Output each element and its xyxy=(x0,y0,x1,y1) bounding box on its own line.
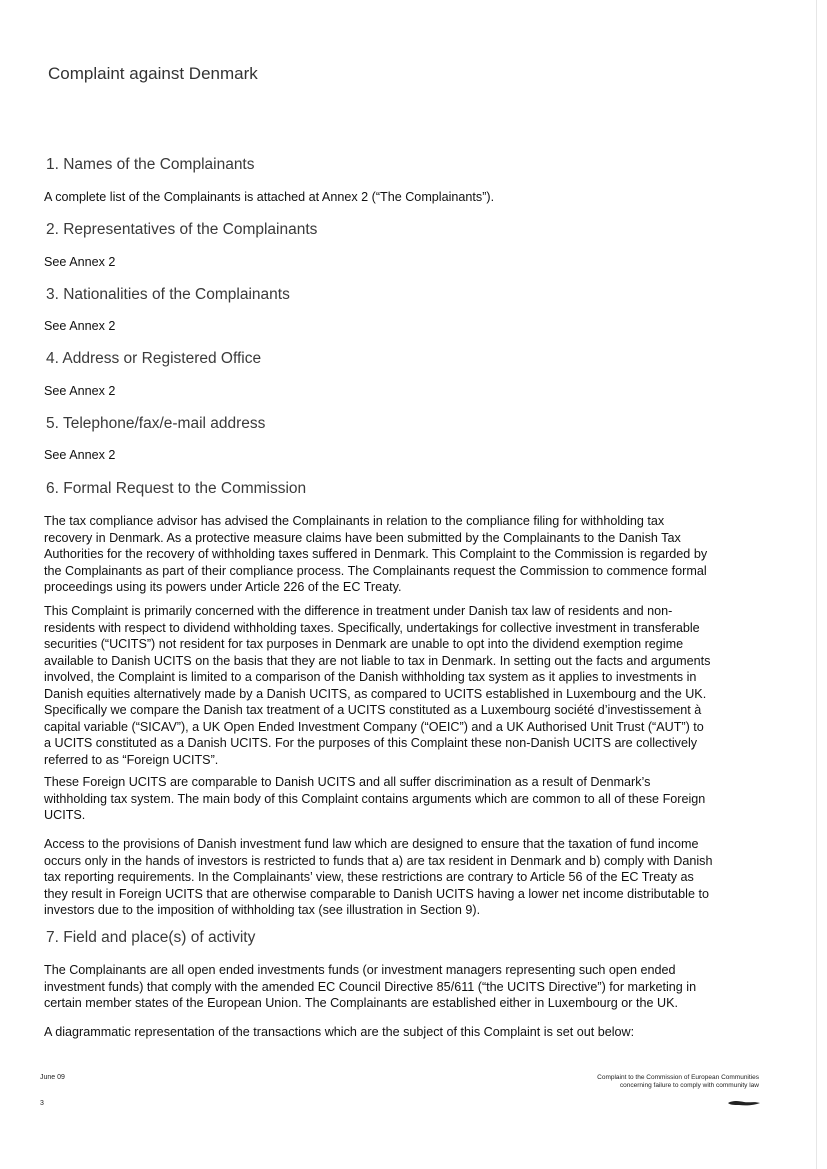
text-line: available to Danish UCITS on the basis that they are not liable to tax in Denmark. In setting out the facts and arguments xyxy=(44,653,711,668)
section-6-paragraph-1 xyxy=(44,513,764,596)
text-line: withholding tax system. The main body of this Complaint contains arguments which are common to all of these Foreign xyxy=(44,791,706,806)
text-line: certain member states of the European Union. The Complainants are established either in Luxembourg or the UK. xyxy=(44,996,679,1010)
text-line: A complete list of the Complainants is attached at Annex 2 (“The Complainants”). xyxy=(44,190,495,204)
text-line: See Annex 2 xyxy=(44,255,116,269)
scribble-mark xyxy=(727,1098,761,1107)
section-5-text xyxy=(44,447,764,464)
text-line: A diagrammatic representation of the transactions which are the subject of this Complaint is set out below: xyxy=(44,1025,635,1039)
footer-date: June 09 xyxy=(40,1074,65,1081)
text-line: the Complainants as part of their compliance process. The Complainants request the Commission to commence formal xyxy=(44,563,707,578)
text-line: a UCITS constituted as a Danish UCITS. For the purposes of this Complaint these non-Danish UCITS are collectively xyxy=(44,736,698,750)
text-line: These Foreign UCITS are comparable to Danish UCITS and all suffer discrimination as a result of Denmark’s xyxy=(44,775,651,789)
section-7-paragraph-1 xyxy=(44,962,764,1012)
heading-representatives: 2. Representatives of the Complainants xyxy=(46,221,318,238)
section-6-paragraph-3 xyxy=(44,774,764,824)
text-line: recovery in Denmark. As a protective measure claims have been submitted by the Complainants to the Danish Tax xyxy=(44,530,681,545)
heading-nationalities: 3. Nationalities of the Complainants xyxy=(46,286,290,303)
text-line: investors due to the imposition of withholding tax (see illustration in Section 9). xyxy=(44,903,481,917)
footer-title-line: Complaint to the Commission of European Communities xyxy=(597,1074,759,1081)
heading-names-of-complainants: 1. Names of the Complainants xyxy=(46,156,255,173)
text-line: See Annex 2 xyxy=(44,319,116,333)
text-line: they result in Foreign UCITS that are otherwise comparable to Danish UCITS having a lower net income distributable to xyxy=(44,886,709,901)
footer-document-title xyxy=(597,1074,759,1090)
section-7-paragraph-2 xyxy=(44,1024,764,1041)
text-line: Danish equities alternatively made by a Danish UCITS, as compared to UCITS established in Luxembourg and the UK. xyxy=(44,686,707,701)
scan-edge xyxy=(816,0,817,1169)
text-line: See Annex 2 xyxy=(44,448,116,462)
footer-title-line: concerning failure to comply with community law xyxy=(619,1082,759,1089)
text-line: The Complainants are all open ended investments funds (or investment managers representing such open ended xyxy=(44,963,676,977)
text-line: securities (“UCITS”) not resident for tax purposes in Denmark are unable to opt into the dividend exemption regime xyxy=(44,637,684,651)
text-line: Access to the provisions of Danish investment fund law which are designed to ensure that the taxation of fund income xyxy=(44,837,699,851)
text-line: involved, the Complaint is limited to a comparison of the Danish withholding tax system as it applies to investments in xyxy=(44,670,697,684)
section-2-text xyxy=(44,254,764,271)
section-4-text xyxy=(44,383,764,400)
section-6-paragraph-4 xyxy=(44,836,764,919)
page-title: Complaint against Denmark xyxy=(48,64,258,83)
heading-telephone: 5. Telephone/fax/e-mail address xyxy=(46,415,266,432)
text-line: UCITS. xyxy=(44,808,86,822)
text-line: proceedings using its powers under Article 226 of the EC Treaty. xyxy=(44,580,402,594)
text-line: Specifically we compare the Danish tax treatment of a UCITS constituted as a Luxembourg société d’investissement à xyxy=(44,703,702,717)
section-3-text xyxy=(44,318,764,335)
heading-field-of-activity: 7. Field and place(s) of activity xyxy=(46,929,256,946)
section-6-paragraph-2 xyxy=(44,603,764,768)
text-line: occurs only in the hands of investors is restricted to funds that a) are tax resident in Denmark and b) comply with Danish xyxy=(44,853,713,868)
text-line: Authorities for the recovery of withholding taxes suffered in Denmark. This Complaint to the Commission is regarded by xyxy=(44,547,708,561)
text-line: The tax compliance advisor has advised the Complainants in relation to the compliance filing for withholding tax xyxy=(44,514,665,528)
text-line: residents with respect to dividend withholding taxes. Specifically, undertakings for collective investment in transferable xyxy=(44,620,700,635)
footer-page-number: 3 xyxy=(40,1100,44,1107)
section-1-text xyxy=(44,189,764,206)
text-line: See Annex 2 xyxy=(44,384,116,398)
text-line: tax reporting requirements. In the Complainants’ view, these restrictions are contrary to Article 56 of the EC Treaty as xyxy=(44,870,694,884)
text-line: referred to as “Foreign UCITS”. xyxy=(44,752,219,767)
text-line: investment funds) that comply with the amended EC Council Directive 85/611 (“the UCITS Directive”) for marketing in xyxy=(44,979,697,994)
heading-formal-request: 6. Formal Request to the Commission xyxy=(46,480,307,497)
text-line: This Complaint is primarily concerned with the difference in treatment under Danish tax law of residents and non- xyxy=(44,604,673,618)
text-line: capital variable (“SICAV”), a UK Open Ended Investment Company (“OEIC”) and a UK Authorised Unit Trust (“AUT”) to xyxy=(44,719,704,734)
heading-address: 4. Address or Registered Office xyxy=(46,350,262,367)
